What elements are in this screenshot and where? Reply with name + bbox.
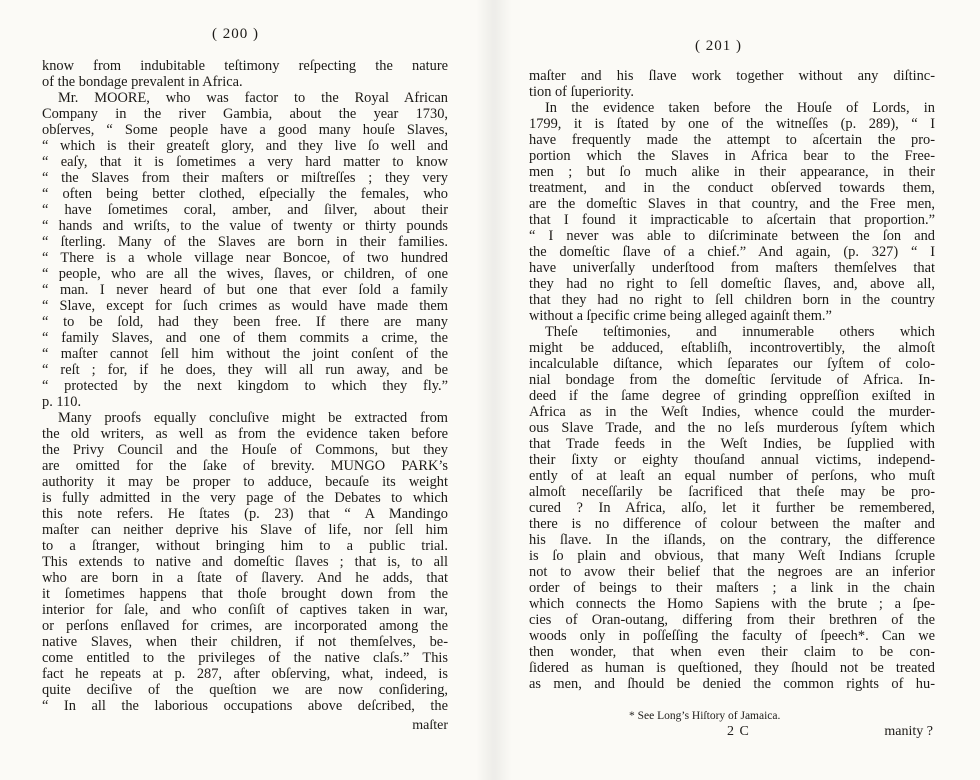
- text-line: it ſometimes happens that thoſe brought down from the: [42, 586, 448, 602]
- text-line: cies of Oran-outang, differing from their brethren of the: [529, 612, 935, 628]
- text-line: “ to be ſold, had they been free. If there are many: [42, 314, 448, 330]
- text-line: portion which the Slaves in Africa bear to the Free-: [529, 148, 935, 164]
- text-line: 1799, it is ſtated by one of the witneſſes (p. 289), “ I: [529, 116, 935, 132]
- text-line: know from indubitable teſtimony reſpecting the nature: [42, 58, 448, 74]
- page-number: ( 200 ): [212, 26, 259, 42]
- text-line: as men, and ſhould be denied the common rights of hu-: [529, 676, 935, 692]
- text-line: this note refers. He ſtates (p. 23) that “ A Mandingo: [42, 506, 448, 522]
- text-line: is fully admitted in the very page of the Debates to which: [42, 490, 448, 506]
- text-line: “ which is their greateſt glory, and they live ſo well and: [42, 138, 448, 154]
- text-line: obſerves, “ Some people have a good many houſe Slaves,: [42, 122, 448, 138]
- catchword: manity ?: [884, 724, 933, 739]
- text-line: deed if the ſame degree of grinding oppreſſion exiſted in: [529, 388, 935, 404]
- text-line: treatment, and in the conduct obſerved towards them,: [529, 180, 935, 196]
- text-line: fact he repeats at p. 287, after obſerving, what, indeed, is: [42, 666, 448, 682]
- book-gutter: [476, 0, 512, 780]
- text-line: Company in the river Gambia, about the year 1730,: [42, 106, 448, 122]
- text-line: native Slaves, when their children, if not themſelves, be-: [42, 634, 448, 650]
- text-line: or perſons enſlaved for crimes, are incorporated among the: [42, 618, 448, 634]
- text-line: “ often being better clothed, eſpecially the females, who: [42, 186, 448, 202]
- text-line: that Trade feeds in the Weſt Indies, be ſupplied with: [529, 436, 935, 452]
- text-line: “ man. I never heard of but one that ever ſold a family: [42, 282, 448, 298]
- text-block: [529, 68, 935, 692]
- text-line: which connects the Homo Sapiens with the brute ; a ſpe-: [529, 596, 935, 612]
- text-line: p. 110.: [42, 394, 82, 410]
- text-line: maſter and his ſlave work together without any diſtinc-: [529, 68, 935, 84]
- text-line: are the domeſtic Slaves in that country, and the Free men,: [529, 196, 935, 212]
- text-line: “ There is a whole village near Boncoe, of two hundred: [42, 250, 448, 266]
- text-line: that they had no right to ſell children born in the country: [529, 292, 935, 308]
- text-line: is ſo plain and obvious, that many Weſt Indians ſcruple: [529, 548, 935, 564]
- text-line: they had no right to ſell domeſtic ſlaves, and, above all,: [529, 276, 935, 292]
- text-line: Mr. MOORE, who was factor to the Royal African: [58, 90, 448, 106]
- text-line: woods only in poſſeſſing the faculty of ſpeech*. Can we: [529, 628, 935, 644]
- text-line: men ; but ſo much alike in their appearance, in their: [529, 164, 935, 180]
- text-line: Many proofs equally concluſive might be extracted from: [58, 410, 448, 426]
- text-line: “ I never was able to diſcriminate between the ſon and: [529, 228, 935, 244]
- text-line: quite deciſive of the queſtion we are now conſidering,: [42, 682, 448, 698]
- text-line: order of beings to their maſters ; a link in the chain: [529, 580, 935, 596]
- text-line: This extends to native and domeſtic ſlaves ; that is, to all: [42, 554, 448, 570]
- footnote: * See Long’s Hiſtory of Jamaica.: [629, 710, 781, 722]
- text-line: Africa as in the Weſt Indies, whence could the murder-: [529, 404, 935, 420]
- text-line: “ reſt ; for, if he does, they will all run away, and be: [42, 362, 448, 378]
- text-line: maſter can neither deprive his Slave of life, nor ſell him: [42, 522, 448, 538]
- text-line: “ protected by the next kingdom to which they fly.”: [42, 378, 448, 394]
- text-line: the domeſtic ſlave of a chief.” And again, (p. 327) “ I: [529, 244, 935, 260]
- text-line: Theſe teſtimonies, and innumerable others which: [545, 324, 935, 340]
- text-line: incalculable diſtance, which ſeparates our ſyſtem of colo-: [529, 356, 935, 372]
- text-line: his ſlave. In the iſlands, on the contrary, the difference: [529, 532, 935, 548]
- text-line: come entitled to the privileges of the native claſs.” This: [42, 650, 448, 666]
- text-line: ently of at leaſt an equal number of perſons, who muſt: [529, 468, 935, 484]
- text-line: “ hands and wriſts, to the value of twenty or thirty pounds: [42, 218, 448, 234]
- text-line: “ Slave, except for ſuch crimes as would have made them: [42, 298, 448, 314]
- text-line: without a ſpecific crime being alleged againſt them.”: [529, 308, 832, 324]
- text-line: to a ſtranger, without bringing him to a public trial.: [42, 538, 448, 554]
- catchword: maſter: [412, 718, 448, 733]
- text-line: then wonder, that when even their claim to be con-: [529, 644, 935, 660]
- text-line: interior for ſale, and who conſiſt of captives taken in war,: [42, 602, 448, 618]
- text-line: “ the Slaves from their maſters or miſtreſſes ; they very: [42, 170, 448, 186]
- text-line: have univerſally underſtood from maſters themſelves that: [529, 260, 935, 276]
- text-line: there is no difference of colour between the maſter and: [529, 516, 935, 532]
- text-line: are omitted for the ſake of brevity. MUNGO PARK’s: [42, 458, 448, 474]
- page-number: ( 201 ): [695, 38, 742, 54]
- text-line: ous Slave Trade, and the no leſs murderous ſyſtem which: [529, 420, 935, 436]
- text-line: who are born in a ſtate of ſlavery. And he adds, that: [42, 570, 448, 586]
- right-page: [529, 0, 935, 780]
- text-line: the Privy Council and the Houſe of Commons, but they: [42, 442, 448, 458]
- text-line: “ maſter cannot ſell him without the joint conſent of the: [42, 346, 448, 362]
- text-line: not to avow their belief that the negroes are an inferior: [529, 564, 935, 580]
- text-line: In the evidence taken before the Houſe of Lords, in: [545, 100, 935, 116]
- text-line: “ In all the laborious occupations above deſcribed, the: [42, 698, 448, 714]
- text-line: authority it may be proper to adduce, becauſe its weight: [42, 474, 448, 490]
- text-line: almoſt neceſſarily be ſacrificed that theſe may be pro-: [529, 484, 935, 500]
- text-line: the old writers, as well as from the evidence taken before: [42, 426, 448, 442]
- left-page: [42, 0, 448, 780]
- text-line: their ſixty or eighty thouſand annual victims, independ-: [529, 452, 935, 468]
- text-line: tion of ſuperiority.: [529, 84, 634, 100]
- text-line: have frequently made the attempt to aſcertain the pro-: [529, 132, 935, 148]
- signature-mark: 2 C: [727, 724, 750, 739]
- text-line: might be adduced, eſtabliſh, incontrovertibly, the almoſt: [529, 340, 935, 356]
- text-line: “ eaſy, that it is ſometimes a very hard matter to know: [42, 154, 448, 170]
- text-line: “ family Slaves, and one of them commits a crime, the: [42, 330, 448, 346]
- text-line: nial bondage from the domeſtic ſervitude of Africa. In-: [529, 372, 935, 388]
- text-line: “ have ſometimes coral, amber, and ſilver, about their: [42, 202, 448, 218]
- text-line: that I found it impracticable to aſcertain that proportion.”: [529, 212, 935, 228]
- text-block: [42, 58, 448, 714]
- text-line: ſidered as human is queſtioned, they ſhould not be treated: [529, 660, 935, 676]
- text-line: of the bondage prevalent in Africa.: [42, 74, 243, 90]
- text-line: cured ? In Africa, alſo, let it further be remembered,: [529, 500, 935, 516]
- text-line: “ people, who are all the wives, ſlaves, or children, of one: [42, 266, 448, 282]
- text-line: “ ſterling. Many of the Slaves are born in their families.: [42, 234, 448, 250]
